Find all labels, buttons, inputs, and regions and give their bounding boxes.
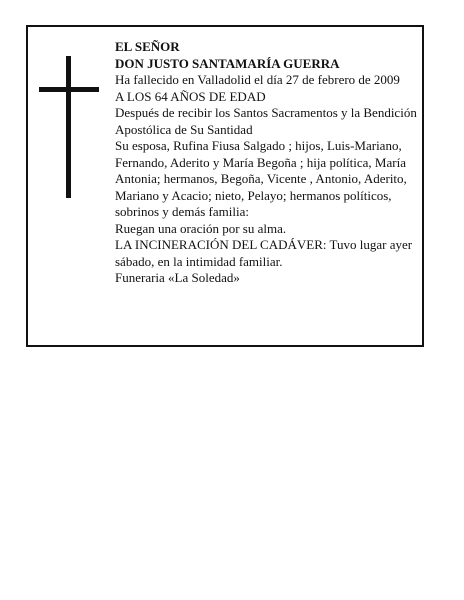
title-line-1: EL SEÑOR [115,39,180,54]
funeral-home-line: Funeraria «La Soledad» [115,270,240,285]
age-line: A LOS 64 AÑOS DE EDAD [115,88,266,104]
sacraments-line: Después de recibir los Santos Sacramentos y la Bendición Apostólica de Su Santidad [115,105,417,137]
cremation-line: LA INCINERACIÓN DEL CADÁVER: Tuvo lugar ayer sábado, en la intimidad familiar. [115,237,413,269]
death-line: Ha fallecido en Valladolid el día 27 de febrero de 2009 [115,72,400,87]
cross-horizontal-bar [39,87,99,92]
cross-vertical-bar [66,56,71,198]
prayer-line: Ruegan una oración por su alma. [115,220,287,236]
obituary-notice [26,25,424,347]
title-line-2: DON JUSTO SANTAMARÍA GUERRA [115,55,340,71]
family-line: Su esposa, Rufina Fiusa Salgado ; hijos, Luis-Mariano, Fernando, Aderito y María Begoña ; hija política, María Antonia; hermanos, Begoña, Vicente , Antonio, Aderito, Mariano y Acacio; nieto, Pelayo; hermanos políticos, sobrinos y demás familia: [115,138,407,219]
cross-icon [39,56,99,198]
obituary-text [115,39,421,287]
